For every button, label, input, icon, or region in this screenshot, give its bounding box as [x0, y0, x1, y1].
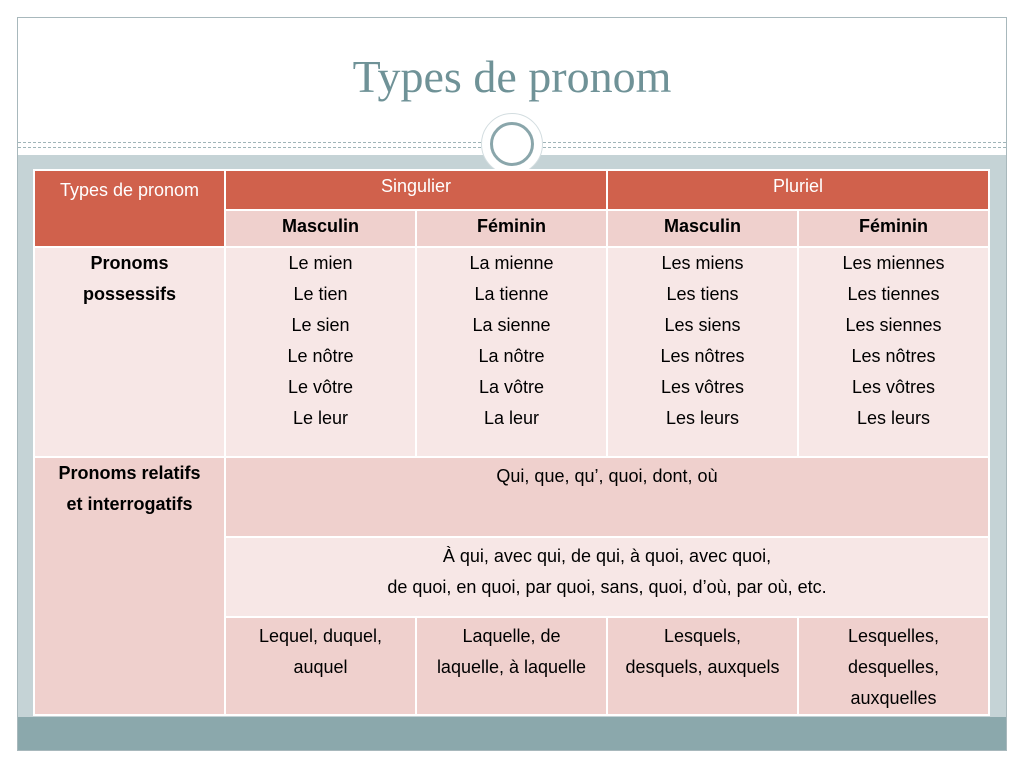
- possessif-pluriel-masculin: [607, 247, 798, 457]
- pronoun-item: Le sien: [291, 315, 350, 335]
- pronoun-item: Le mien: [288, 253, 353, 273]
- subheader-singulier-masculin: Masculin: [225, 210, 416, 247]
- pronoun-item: Les miennes: [842, 253, 945, 273]
- slide-title: Types de pronom: [352, 51, 672, 102]
- composed-pluriel-feminin: [798, 617, 989, 715]
- pronoun-item: Les nôtres: [660, 346, 745, 366]
- table-row-relatifs-simple: [34, 457, 989, 537]
- possessif-pluriel-feminin: [798, 247, 989, 457]
- pronoun-item: Les leurs: [856, 408, 931, 428]
- pronoun-item: Le vôtre: [287, 377, 354, 397]
- pronoun-item: Les leurs: [665, 408, 740, 428]
- pronoun-item: Les vôtres: [851, 377, 936, 397]
- pronoun-item: Les vôtres: [660, 377, 745, 397]
- composed-pluriel-masculin: [607, 617, 798, 715]
- table-row-possessifs: [34, 247, 989, 457]
- pronoun-item: La nôtre: [478, 346, 545, 366]
- pronoun-item: laquelle, à laquelle: [436, 657, 587, 677]
- pronoun-item: Lequel, duquel,: [258, 626, 383, 646]
- footer-bar: [18, 717, 1006, 750]
- pronoun-item: auquel: [293, 657, 348, 677]
- circle-ornament-icon: [481, 113, 543, 175]
- pronoun-item: desquels, auxquels: [625, 657, 780, 677]
- pronoun-item: Le nôtre: [287, 346, 354, 366]
- subheader-singulier-feminin: Féminin: [416, 210, 607, 247]
- prepositional-line: À qui, avec qui, de qui, à quoi, avec quoi,: [442, 546, 772, 566]
- row-label-line: possessifs: [82, 284, 177, 304]
- possessif-singulier-masculin: [225, 247, 416, 457]
- pronoun-item: Lesquelles,: [847, 626, 940, 646]
- pronoun-item: La leur: [483, 408, 540, 428]
- pronoun-item: desquelles,: [847, 657, 940, 677]
- pronoun-item: Les nôtres: [851, 346, 936, 366]
- row-label-relatifs: [34, 457, 225, 715]
- pronoun-item: Les tiennes: [847, 284, 940, 304]
- row-label-line: Pronoms: [90, 253, 169, 273]
- pronoun-item: Le tien: [293, 284, 348, 304]
- corner-header: Types de pronom: [34, 170, 225, 247]
- row-label-line: et interrogatifs: [66, 494, 193, 514]
- pronoun-item: La vôtre: [478, 377, 545, 397]
- possessif-singulier-feminin: [416, 247, 607, 457]
- relatifs-simple-cell: Qui, que, qu’, quoi, dont, où: [225, 457, 989, 537]
- composed-singulier-masculin: [225, 617, 416, 715]
- pronoun-item: Les siens: [664, 315, 741, 335]
- subheader-pluriel-masculin: Masculin: [607, 210, 798, 247]
- pronoun-item: Le leur: [292, 408, 349, 428]
- row-label-line: Pronoms relatifs: [58, 463, 201, 483]
- subheader-pluriel-feminin: Féminin: [798, 210, 989, 247]
- pronoun-item: auxquelles: [850, 688, 937, 708]
- pronoun-item: La tienne: [474, 284, 549, 304]
- row-label-possessifs: [34, 247, 225, 457]
- table-header-row: [34, 170, 989, 210]
- group-header-pluriel: Pluriel: [607, 170, 989, 210]
- pronoun-item: Les tiens: [666, 284, 739, 304]
- prepositional-line: de quoi, en quoi, par quoi, sans, quoi, d’où, par où, etc.: [387, 577, 827, 597]
- group-header-singulier: Singulier: [225, 170, 607, 210]
- pronoun-table: [33, 169, 990, 716]
- pronoun-item: La mienne: [469, 253, 554, 273]
- pronoun-item: La sienne: [472, 315, 551, 335]
- pronoun-item: Les siennes: [845, 315, 942, 335]
- pronoun-item: Laquelle, de: [462, 626, 561, 646]
- pronoun-item: Les miens: [661, 253, 744, 273]
- composed-singulier-feminin: [416, 617, 607, 715]
- relatifs-prepositional-cell: [225, 537, 989, 617]
- pronoun-item: Lesquels,: [663, 626, 742, 646]
